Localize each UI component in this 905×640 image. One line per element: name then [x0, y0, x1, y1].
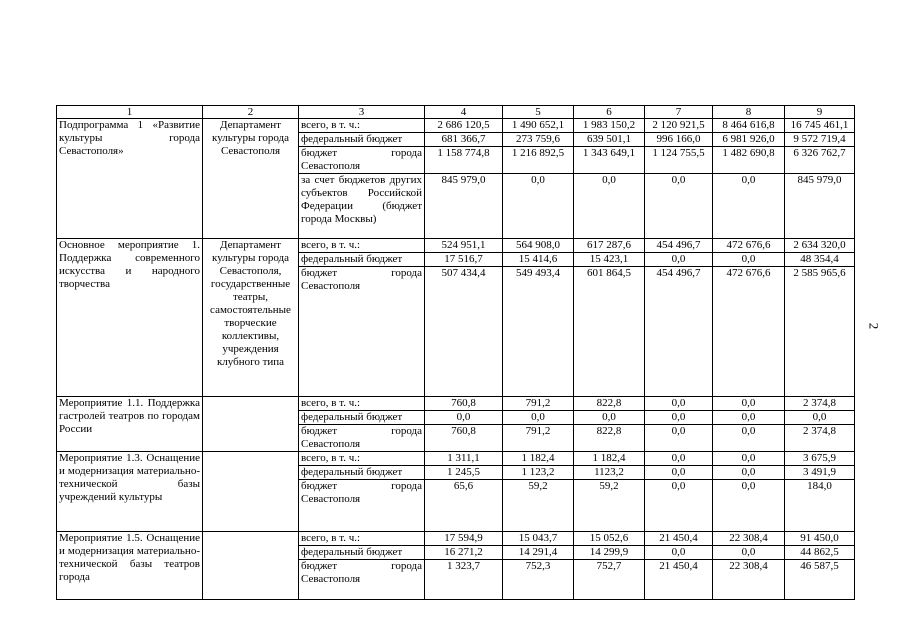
amount-cell: 0,0 — [713, 466, 785, 480]
amount-cell: 1 343 649,1 — [574, 147, 645, 174]
amount-cell: 2 374,8 — [785, 425, 855, 452]
amount-cell: 524 951,1 — [425, 239, 503, 253]
amount-cell: 845 979,0 — [425, 174, 503, 239]
amount-cell: 65,6 — [425, 480, 503, 532]
amount-cell: 17 594,9 — [425, 532, 503, 546]
amount-cell: 760,8 — [425, 425, 503, 452]
table-row — [57, 239, 855, 253]
amount-cell: 752,3 — [503, 560, 574, 600]
amount-cell: 0,0 — [574, 411, 645, 425]
amount-cell: 639 501,1 — [574, 133, 645, 147]
amount-cell: 0,0 — [645, 466, 713, 480]
amount-cell: 22 308,4 — [713, 532, 785, 546]
page-number: 2 — [866, 322, 882, 330]
amount-cell: 59,2 — [574, 480, 645, 532]
amount-cell: 0,0 — [713, 480, 785, 532]
amount-cell: 1 245,5 — [425, 466, 503, 480]
funding-source: федеральный бюджет — [299, 546, 425, 560]
amount-cell: 1 216 892,5 — [503, 147, 574, 174]
responsible-department — [203, 397, 299, 452]
amount-cell: 6 981 926,0 — [713, 133, 785, 147]
funding-source: бюджет города Севастополя — [299, 480, 425, 532]
funding-source: бюджет города Севастополя — [299, 147, 425, 174]
amount-cell: 0,0 — [645, 480, 713, 532]
funding-source: всего, в т. ч.: — [299, 532, 425, 546]
amount-cell: 44 862,5 — [785, 546, 855, 560]
responsible-department: Департамент культуры города Севастополя — [203, 119, 299, 239]
amount-cell: 564 908,0 — [503, 239, 574, 253]
amount-cell: 21 450,4 — [645, 532, 713, 546]
budget-table — [56, 105, 855, 600]
amount-cell: 0,0 — [645, 253, 713, 267]
amount-cell: 0,0 — [645, 411, 713, 425]
amount-cell: 16 745 461,1 — [785, 119, 855, 133]
col-header: 8 — [713, 106, 785, 119]
amount-cell: 0,0 — [645, 174, 713, 239]
amount-cell: 454 496,7 — [645, 239, 713, 253]
amount-cell: 601 864,5 — [574, 267, 645, 397]
amount-cell: 273 759,6 — [503, 133, 574, 147]
amount-cell: 822,8 — [574, 425, 645, 452]
amount-cell: 2 686 120,5 — [425, 119, 503, 133]
funding-source: всего, в т. ч.: — [299, 119, 425, 133]
amount-cell: 0,0 — [425, 411, 503, 425]
amount-cell: 1 490 652,1 — [503, 119, 574, 133]
col-header: 2 — [203, 106, 299, 119]
amount-cell: 1 124 755,5 — [645, 147, 713, 174]
amount-cell: 17 516,7 — [425, 253, 503, 267]
amount-cell: 996 166,0 — [645, 133, 713, 147]
amount-cell: 2 374,8 — [785, 397, 855, 411]
responsible-department — [203, 532, 299, 600]
amount-cell: 2 120 921,5 — [645, 119, 713, 133]
amount-cell: 0,0 — [713, 546, 785, 560]
col-header: 6 — [574, 106, 645, 119]
amount-cell: 1 482 690,8 — [713, 147, 785, 174]
amount-cell: 184,0 — [785, 480, 855, 532]
amount-cell: 3 675,9 — [785, 452, 855, 466]
amount-cell: 507 434,4 — [425, 267, 503, 397]
funding-source: федеральный бюджет — [299, 466, 425, 480]
amount-cell: 1 323,7 — [425, 560, 503, 600]
amount-cell: 1 123,2 — [503, 466, 574, 480]
amount-cell: 791,2 — [503, 397, 574, 411]
amount-cell: 549 493,4 — [503, 267, 574, 397]
amount-cell: 3 491,9 — [785, 466, 855, 480]
amount-cell: 2 634 320,0 — [785, 239, 855, 253]
amount-cell: 14 299,9 — [574, 546, 645, 560]
col-header: 3 — [299, 106, 425, 119]
amount-cell: 472 676,6 — [713, 239, 785, 253]
table-row — [57, 452, 855, 466]
amount-cell: 2 585 965,6 — [785, 267, 855, 397]
amount-cell: 454 496,7 — [645, 267, 713, 397]
funding-source: за счет бюджетов других субъектов Российской Федерации (бюджет города Москвы) — [299, 174, 425, 239]
responsible-department: Департамент культуры города Севастополя, государственные театры, самостоятельные творческие коллективы, учреждения клубного типа — [203, 239, 299, 397]
amount-cell: 59,2 — [503, 480, 574, 532]
amount-cell: 1123,2 — [574, 466, 645, 480]
amount-cell: 0,0 — [503, 174, 574, 239]
amount-cell: 0,0 — [713, 452, 785, 466]
amount-cell: 0,0 — [713, 253, 785, 267]
amount-cell: 0,0 — [713, 411, 785, 425]
amount-cell: 22 308,4 — [713, 560, 785, 600]
amount-cell: 15 414,6 — [503, 253, 574, 267]
amount-cell: 15 423,1 — [574, 253, 645, 267]
funding-source: бюджет города Севастополя — [299, 560, 425, 600]
amount-cell: 1 182,4 — [503, 452, 574, 466]
table-row — [57, 397, 855, 411]
funding-source: бюджет города Севастополя — [299, 267, 425, 397]
amount-cell: 0,0 — [713, 425, 785, 452]
amount-cell: 46 587,5 — [785, 560, 855, 600]
amount-cell: 16 271,2 — [425, 546, 503, 560]
program-name: Основное мероприятие 1. Поддержка современного искусства и народного творчества — [57, 239, 203, 397]
amount-cell: 1 311,1 — [425, 452, 503, 466]
funding-source: бюджет города Севастополя — [299, 425, 425, 452]
amount-cell: 0,0 — [785, 411, 855, 425]
program-name: Подпрограмма 1 «Развитие культуры города Севастополя» — [57, 119, 203, 239]
amount-cell: 15 043,7 — [503, 532, 574, 546]
amount-cell: 6 326 762,7 — [785, 147, 855, 174]
amount-cell: 0,0 — [713, 174, 785, 239]
col-header: 1 — [57, 106, 203, 119]
funding-source: всего, в т. ч.: — [299, 239, 425, 253]
amount-cell: 791,2 — [503, 425, 574, 452]
amount-cell: 1 983 150,2 — [574, 119, 645, 133]
table-row — [57, 119, 855, 133]
program-name: Мероприятие 1.1. Поддержка гастролей театров по городам России — [57, 397, 203, 452]
program-name: Мероприятие 1.5. Оснащение и модернизация материально-технической базы театров города — [57, 532, 203, 600]
amount-cell: 0,0 — [645, 425, 713, 452]
col-header: 7 — [645, 106, 713, 119]
col-header: 4 — [425, 106, 503, 119]
funding-source: федеральный бюджет — [299, 411, 425, 425]
amount-cell: 752,7 — [574, 560, 645, 600]
amount-cell: 9 572 719,4 — [785, 133, 855, 147]
amount-cell: 91 450,0 — [785, 532, 855, 546]
amount-cell: 0,0 — [645, 397, 713, 411]
amount-cell: 15 052,6 — [574, 532, 645, 546]
amount-cell: 681 366,7 — [425, 133, 503, 147]
amount-cell: 760,8 — [425, 397, 503, 411]
program-name: Мероприятие 1.3. Оснащение и модернизация материально-технической базы учреждений культуры — [57, 452, 203, 532]
funding-source: федеральный бюджет — [299, 253, 425, 267]
amount-cell: 0,0 — [503, 411, 574, 425]
amount-cell: 14 291,4 — [503, 546, 574, 560]
amount-cell: 0,0 — [713, 397, 785, 411]
funding-source: федеральный бюджет — [299, 133, 425, 147]
amount-cell: 845 979,0 — [785, 174, 855, 239]
funding-source: всего, в т. ч.: — [299, 397, 425, 411]
amount-cell: 0,0 — [645, 546, 713, 560]
col-header: 9 — [785, 106, 855, 119]
amount-cell: 8 464 616,8 — [713, 119, 785, 133]
amount-cell: 0,0 — [645, 452, 713, 466]
amount-cell: 822,8 — [574, 397, 645, 411]
amount-cell: 472 676,6 — [713, 267, 785, 397]
amount-cell: 1 182,4 — [574, 452, 645, 466]
col-header: 5 — [503, 106, 574, 119]
amount-cell: 48 354,4 — [785, 253, 855, 267]
amount-cell: 0,0 — [574, 174, 645, 239]
funding-source: всего, в т. ч.: — [299, 452, 425, 466]
amount-cell: 21 450,4 — [645, 560, 713, 600]
responsible-department — [203, 452, 299, 532]
amount-cell: 617 287,6 — [574, 239, 645, 253]
header-row — [57, 106, 855, 119]
table-row — [57, 532, 855, 546]
amount-cell: 1 158 774,8 — [425, 147, 503, 174]
